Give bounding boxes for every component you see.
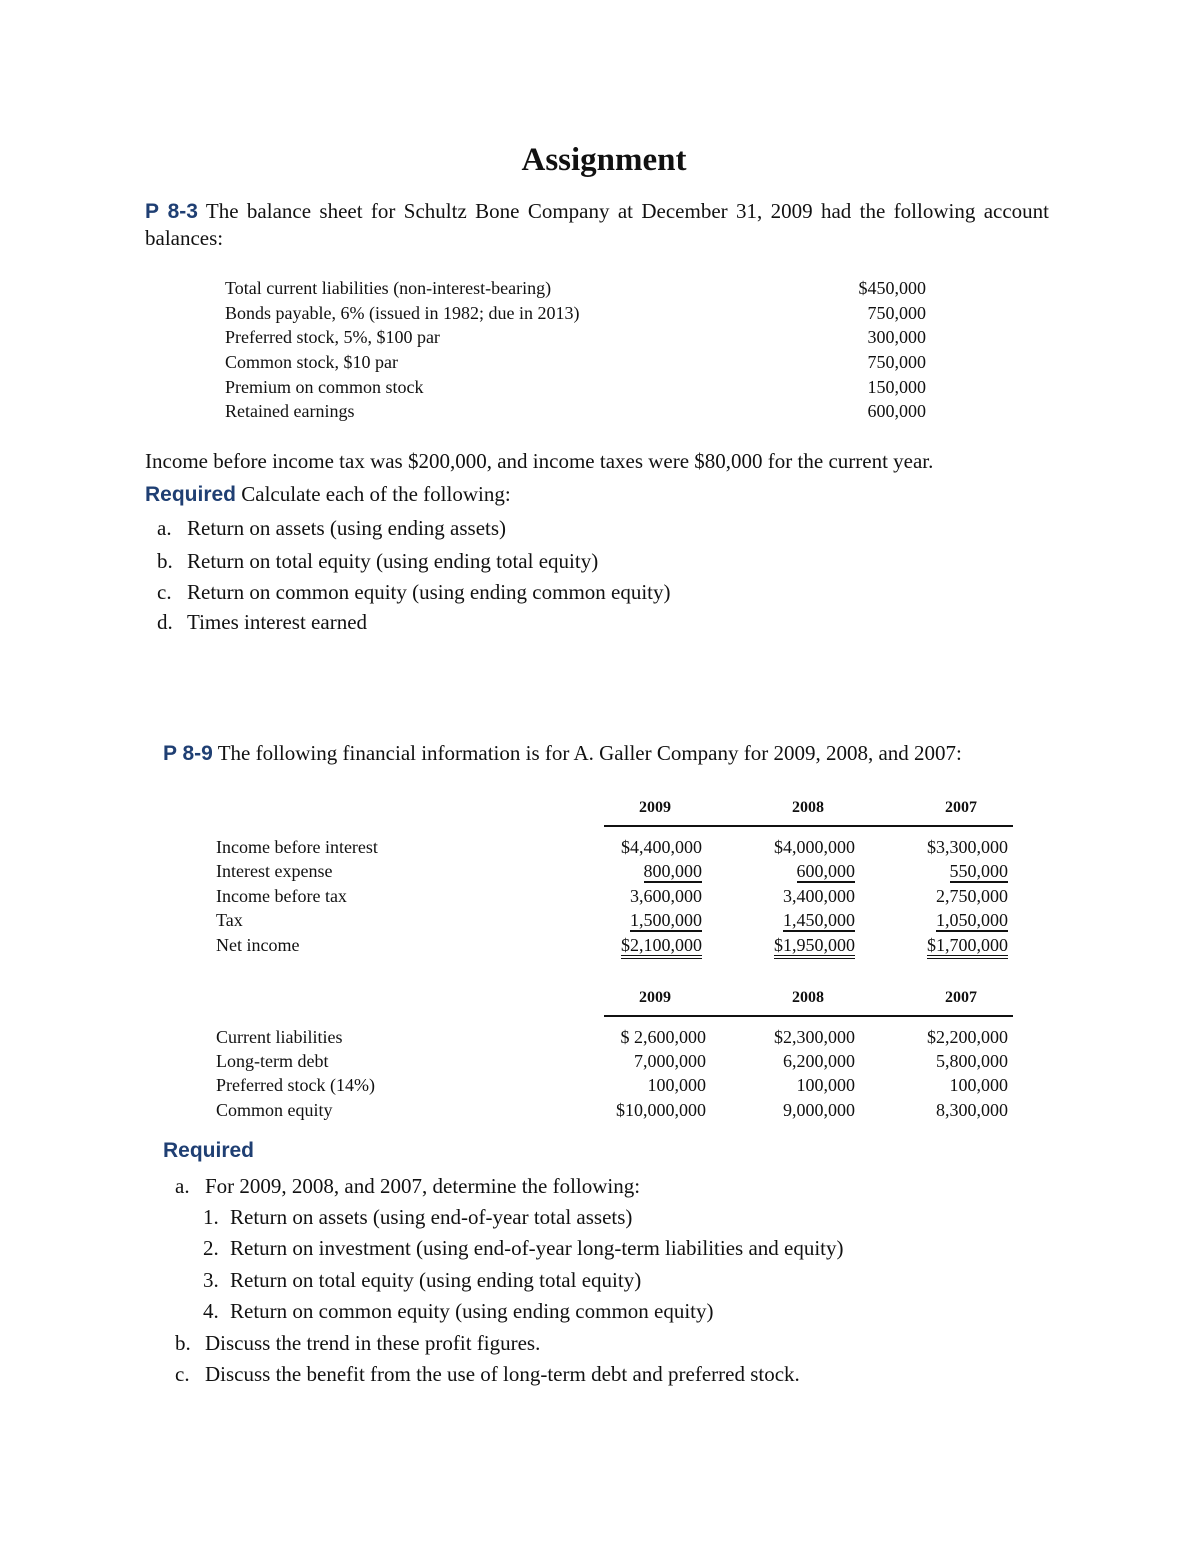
value-text: 6,200,000 [783,1051,855,1071]
value-cell [797,1075,856,1096]
item-text: Return on assets (using ending assets) [187,516,507,540]
value-text: $2,100,000 [621,935,702,959]
value-text: 5,800,000 [936,1051,1008,1071]
item-text: Discuss the trend in these profit figures. [205,1331,541,1355]
header-rule [604,825,1013,827]
subitem-num: 1. [203,1205,219,1229]
value-cell [644,861,703,882]
value-cell [630,910,702,931]
value-text: $1,700,000 [927,935,1008,959]
value-text: 1,500,000 [630,910,702,930]
p89-intro [163,741,962,766]
value-text: $3,300,000 [927,837,1008,857]
value-cell [783,1100,855,1121]
value-cell [774,1027,855,1048]
balance-value: 750,000 [867,352,926,372]
value-text: 1,450,000 [783,910,855,930]
p83-intro [145,198,1049,252]
row-label: Long-term debt [216,1051,329,1071]
p83-required [145,482,511,507]
item-letter: b. [175,1331,191,1355]
balance-label: Total current liabilities (non-interest-bearing) [225,278,552,298]
balance-value: 750,000 [867,303,926,323]
subitem-text: Return on common equity (using ending common equity) [230,1299,714,1323]
value-text: 1,050,000 [936,910,1008,930]
item-letter: c. [157,580,172,604]
item-letter: d. [157,610,173,634]
header-rule [604,1015,1013,1017]
value-cell [936,886,1008,907]
row-label: Common equity [216,1100,333,1120]
required-label: Required [163,1139,255,1162]
subitem-text: Return on assets (using end-of-year total assets) [230,1205,633,1229]
balance-label: Premium on common stock [225,377,424,397]
value-cell [783,910,855,931]
value-cell [797,861,856,882]
value-cell [648,1075,707,1096]
required-text: Calculate each of the following: [241,482,511,506]
value-text: 100,000 [949,1075,1008,1095]
year-header: 2007 [945,989,977,1006]
item-letter: a. [157,516,172,540]
value-text: 100,000 [796,1075,855,1095]
item-text: Return on total equity (using ending total equity) [187,549,599,573]
value-cell [936,910,1008,931]
year-header: 2008 [792,799,824,816]
subitem-text: Return on total equity (using ending total equity) [230,1268,642,1292]
value-text: $2,300,000 [774,1027,855,1047]
year-header: 2009 [639,989,671,1006]
value-cell [783,1051,855,1072]
value-cell [927,1027,1008,1048]
value-cell [927,837,1008,858]
item-letter: a. [175,1174,190,1198]
subitem-num: 4. [203,1299,219,1323]
value-cell [621,1027,707,1048]
row-label: Tax [216,910,243,930]
value-cell [936,1100,1008,1121]
value-cell [950,861,1009,882]
item-letter: b. [157,549,173,573]
row-label: Income before interest [216,837,378,857]
year-header: 2009 [639,799,671,816]
value-text: 800,000 [643,861,702,881]
required-label: Required [145,483,237,506]
value-cell [621,837,702,858]
income-text: Income before income tax was $200,000, and income taxes were $80,000 for the current year. [145,449,934,473]
value-text: $2,200,000 [927,1027,1008,1047]
value-text: $4,400,000 [621,837,702,857]
value-text: 8,300,000 [936,1100,1008,1120]
row-label: Interest expense [216,861,333,881]
value-cell [783,886,855,907]
item-text: For 2009, 2008, and 2007, determine the following: [205,1174,641,1198]
value-cell [774,837,855,858]
value-text: 600,000 [796,861,855,881]
year-header: 2007 [945,799,977,816]
value-cell [630,886,702,907]
page-title: Assignment [521,142,687,178]
value-text: 550,000 [949,861,1008,881]
value-cell [621,935,702,956]
row-label: Net income [216,935,300,955]
subitem-num: 2. [203,1236,219,1260]
value-text: 3,600,000 [630,886,702,906]
value-text: 100,000 [647,1075,706,1095]
value-cell [774,935,855,956]
value-text: 2,750,000 [936,886,1008,906]
value-text: 9,000,000 [783,1100,855,1120]
item-letter: c. [175,1362,190,1386]
value-text: 7,000,000 [634,1051,706,1071]
balance-label: Bonds payable, 6% (issued in 1982; due in 2013) [225,303,580,323]
value-cell [634,1051,706,1072]
balance-label: Common stock, $10 par [225,352,398,372]
value-text: $ 2,600,000 [620,1027,706,1047]
subitem-num: 3. [203,1268,219,1292]
year-header: 2008 [792,989,824,1006]
value-text: 3,400,000 [783,886,855,906]
balance-value: $450,000 [858,278,926,298]
item-text: Return on common equity (using ending common equity) [187,580,671,604]
item-text: Discuss the benefit from the use of long-term debt and preferred stock. [205,1362,800,1386]
balance-label: Preferred stock, 5%, $100 par [225,327,440,347]
item-text: Times interest earned [187,610,368,634]
row-label: Preferred stock (14%) [216,1075,375,1095]
balance-label: Retained earnings [225,401,355,421]
p89-intro-text: The following financial information is for A. Galler Company for 2009, 2008, and 2007: [217,741,962,765]
p89-required-label [163,1138,254,1163]
value-cell [950,1075,1009,1096]
value-text: $10,000,000 [616,1100,706,1120]
balance-value: 150,000 [867,377,926,397]
value-text: $4,000,000 [774,837,855,857]
value-cell [936,1051,1008,1072]
balance-value: 300,000 [867,327,926,347]
value-text: $1,950,000 [774,935,855,959]
value-cell [927,935,1008,956]
value-cell [616,1100,706,1121]
row-label: Current liabilities [216,1027,343,1047]
subitem-text: Return on investment (using end-of-year long-term liabilities and equity) [230,1236,844,1260]
p83-intro-text: The balance sheet for Schultz Bone Company at December 31, 2009 had the following account balances: [145,199,1049,250]
problem-label: P 8-9 [163,742,213,765]
problem-label: P 8-3 [145,200,198,223]
balance-value: 600,000 [867,401,926,421]
row-label: Income before tax [216,886,347,906]
